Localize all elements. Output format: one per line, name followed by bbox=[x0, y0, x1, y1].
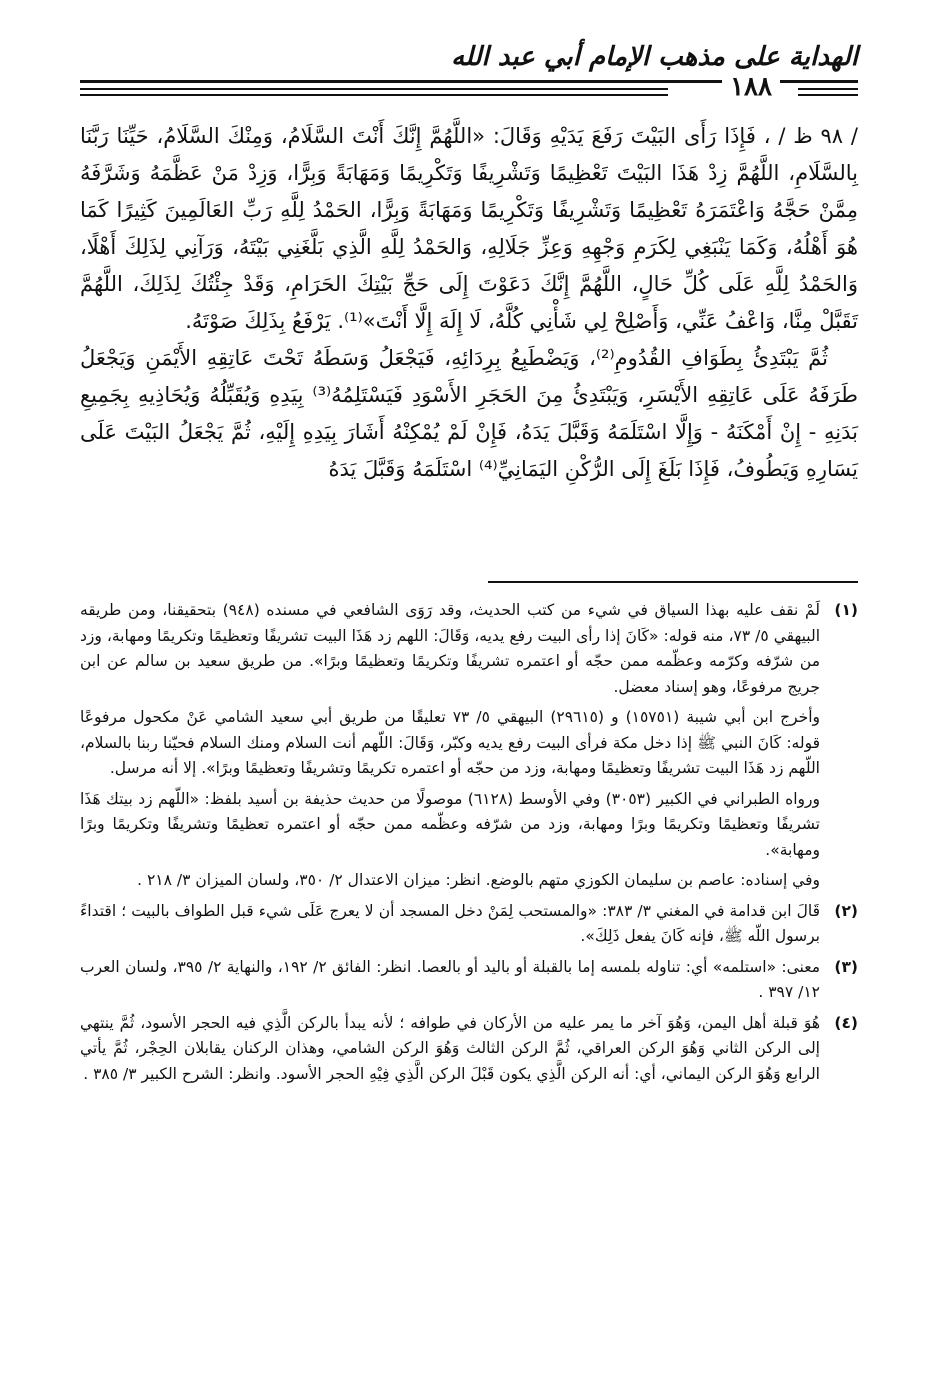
footnote-body bbox=[80, 1011, 820, 1088]
footnote-4 bbox=[80, 1011, 858, 1088]
footnote-number: (٢) bbox=[834, 901, 858, 920]
header-title: الهداية على مذهب الإمام أبي عبد الله bbox=[451, 42, 858, 72]
footnote-paragraph: هُوَ قبلة أهل اليمن، وَهُوَ آخر ما يمر عليه من الأركان في طوافه ؛ لأنه يبدأ بالركن الَّذِي فيه الحجر الأسود، ثُمَّ ينتهي إلى الركن الثاني وَهُوَ الركن العراقي، ثُمَّ الركن الثالث وَهُوَ الركن الشامي، وهذان الركنان يقابلان الحِجْر، ثُمَّ يأتي الرابع وَهُوَ الركن اليماني، أي: أنه الركن الَّذِي يكون قَبْلَ الركن الَّذِي فِيْهِ الحجر الأسود. وانظر: الشرح الكبير ٣/ ٣٨٥ . bbox=[80, 1013, 820, 1083]
footnote-3 bbox=[80, 955, 858, 1006]
running-header bbox=[80, 38, 858, 102]
main-text bbox=[80, 118, 858, 488]
footnote-body bbox=[80, 899, 820, 950]
footnote-number: (٣) bbox=[834, 957, 858, 976]
footnote-paragraph: قَالَ ابن قدامة في المغني ٣/ ٣٨٣: «والمستحب لِمَنْ دخل المسجد أن لا يعرج عَلَى شيء قبل الطواف بالبيت ؛ اقتداءً برسول اللّه ﷺ، فإنه كَانَ يفعل ذَلِكَ». bbox=[80, 901, 820, 945]
footnote-body bbox=[80, 955, 820, 1006]
main-paragraph: ثُمَّ يَبْتَدِئُ بِطَوَافِ القُدُومِ⁽²⁾، وَيَضْطَبِعُ بِرِدَائِهِ، فَيَجْعَلُ وَسَطَهُ تَحْتَ عَاتِقِهِ الأَيْمَنِ وَيَجْعَلُ طَرَفَهُ عَلَى عَاتِقِهِ الأَيْسَرِ، وَيَبْتَدِئُ مِنَ الحَجَرِ الأَسْوَدِ فَيَسْتَلِمُهُ⁽³⁾ بِيَدِهِ وَيُقَبِّلُهُ وَيُحَاذِيهِ بِجَمِيعِ بَدَنِهِ - إِنْ أَمْكَنَهُ - وَإِلَّا اسْتَلَمَهُ وَقَبَّلَ يَدَهُ، فَإِنْ لَمْ يُمْكِنْهُ أَشَارَ بِيَدِهِ إِلَيْهِ، ثُمَّ يَجْعَلُ البَيْتَ عَلَى يَسَارِهِ وَيَطُوفُ، فَإِذَا بَلَغَ إِلَى الرُّكْنِ اليَمَانِيِّ⁽⁴⁾ اسْتَلَمَهُ وَقَبَّلَ يَدَهُ bbox=[80, 346, 858, 481]
page-number: ١٨٨ bbox=[722, 72, 780, 102]
footnote-separator bbox=[488, 581, 858, 583]
main-paragraph: / ٩٨ ظ / ، فَإِذَا رَأَى البَيْتَ رَفَعَ يَدَيْهِ وَقَالَ: «اللَّهُمَّ إِنَّكَ أَنْتَ السَّلَامُ، وَمِنْكَ السَّلَامُ، حَيِّنَا رَبَّنَا بِالسَّلَامِ، اللَّهُمَّ زِدْ هَذَا البَيْتَ تَعْظِيمًا وَتَشْرِيفًا وَتَكْرِيمًا وَمَهَابَةً وَبِرًّا، وَزِدْ مَنْ عَظَّمَهُ وَشَرَّفَهُ مِمَّنْ حَجَّهُ وَاعْتَمَرَهُ تَعْظِيمًا وَتَشْرِيفًا وَتَكْرِيمًا وَمَهَابَةً وَبِرًّا، الحَمْدُ لِلَّهِ رَبِّ العَالَمِينَ كَثِيرًا كَمَا هُوَ أَهْلُهُ، وَكَمَا يَنْبَغِي لِكَرَمِ وَجْهِهِ وَعِزِّ جَلَالِهِ، وَالحَمْدُ لِلَّهِ الَّذِي بَلَّغَنِي بَيْتَهُ، وَرَآنِي لِذَلِكَ أَهْلًا، وَالحَمْدُ لِلَّهِ عَلَى كُلِّ حَالٍ، اللَّهُمَّ إِنَّكَ دَعَوْتَ إِلَى حَجِّ بَيْتِكَ الحَرَامِ، وَقَدْ جِئْتُكَ لِذَلِكَ، اللَّهُمَّ تَقَبَّلْ مِنَّا، وَاعْفُ عَنِّي، وَأَصْلِحْ لِي شَأْنِي كُلَّهُ، لَا إِلَهَ إِلَّا أَنْتَ»⁽¹⁾. يَرْفَعُ بِذَلِكَ صَوْتَهُ. bbox=[80, 124, 858, 333]
footnote-paragraph: وفي إسناده: عاصم بن سليمان الكوزي متهم بالوضع. انظر: ميزان الاعتدال ٢/ ٣٥٠، ولسان الميزان ٣/ ٢١٨ . bbox=[137, 871, 820, 889]
footnote-paragraph: معنى: «استلمه» أي: تناوله بلمسه إما بالقبلة أو باليد أو بالعصا. انظر: الفائق ٢/ ١٩٢، والنهاية ٢/ ٣٩٥، ولسان العرب ١٢/ ٣٩٧ . bbox=[80, 957, 821, 1001]
footnote-paragraph: وأخرج ابن أبي شيبة (١٥٧٥١) و (٢٩٦١٥) البيهقي ٥/ ٧٣ تعليقًا من طريق أبي سعيد الشامي عَنْ مكحول مرفوعًا قوله: كَانَ النبي ﷺ إذا دخل مكة فرأى البيت رفع يديه وكبّر، وَقَالَ: اللّهم أنت السلام ومنك السلام فحيّنا ربنا بالسلام، اللّهم زد هَذَا البيت تشريفًا وتعظيمًا ومهابة، وزد من حجّه أو اعتمره تكريمًا وتشريفًا وتعظيمًا وبرًا». إلا أنه مرسل. bbox=[80, 708, 821, 777]
footnote-body bbox=[80, 598, 820, 894]
footnote-paragraph: لَمْ نقف عليه بهذا السياق في شيء من كتب الحديث، وقد رَوَى الشافعي في مسنده (٩٤٨) بتحقيقنا، ومن طريقه البيهقي ٥/ ٧٣، منه قوله: «كَانَ إذا رأى البيت رفع يديه، وَقَالَ: اللهم زد هَذَا البيت تشريفًا وتعظيمًا وتكريمًا ومهابة، وزد من شرّفه وكرّمه وعظّمه ممن حجّه أو اعتمره تشريفًا وتكريمًا وتعظيمًا وبرًا». من طريق سعيد بن سالم عن ابن جريج مرفوعًا، وهو إسناد معضل. bbox=[80, 601, 821, 696]
footnotes bbox=[80, 598, 858, 1092]
footnote-number: (٤) bbox=[834, 1013, 858, 1032]
footnote-2 bbox=[80, 899, 858, 950]
header-double-rule-right bbox=[798, 88, 858, 96]
footnote-number: (١) bbox=[834, 601, 858, 619]
footnote-1 bbox=[80, 598, 858, 894]
header-double-rule bbox=[80, 88, 668, 96]
footnote-paragraph: ورواه الطبراني في الكبير (٣٠٥٣) وفي الأوسط (٦١٢٨) موصولًا من حديث حذيفة بن أسيد بلفظ: «اللّهم زد بيتك هَذَا تشريفًا وتعظيمًا وتكريمًا وبرًا ومهابة، وزد من شرّفه وعظّمه ممن حجّه أو اعتمره تعظيمًا وتشريفًا وتكريمًا وبرًا ومهابة». bbox=[80, 789, 820, 859]
